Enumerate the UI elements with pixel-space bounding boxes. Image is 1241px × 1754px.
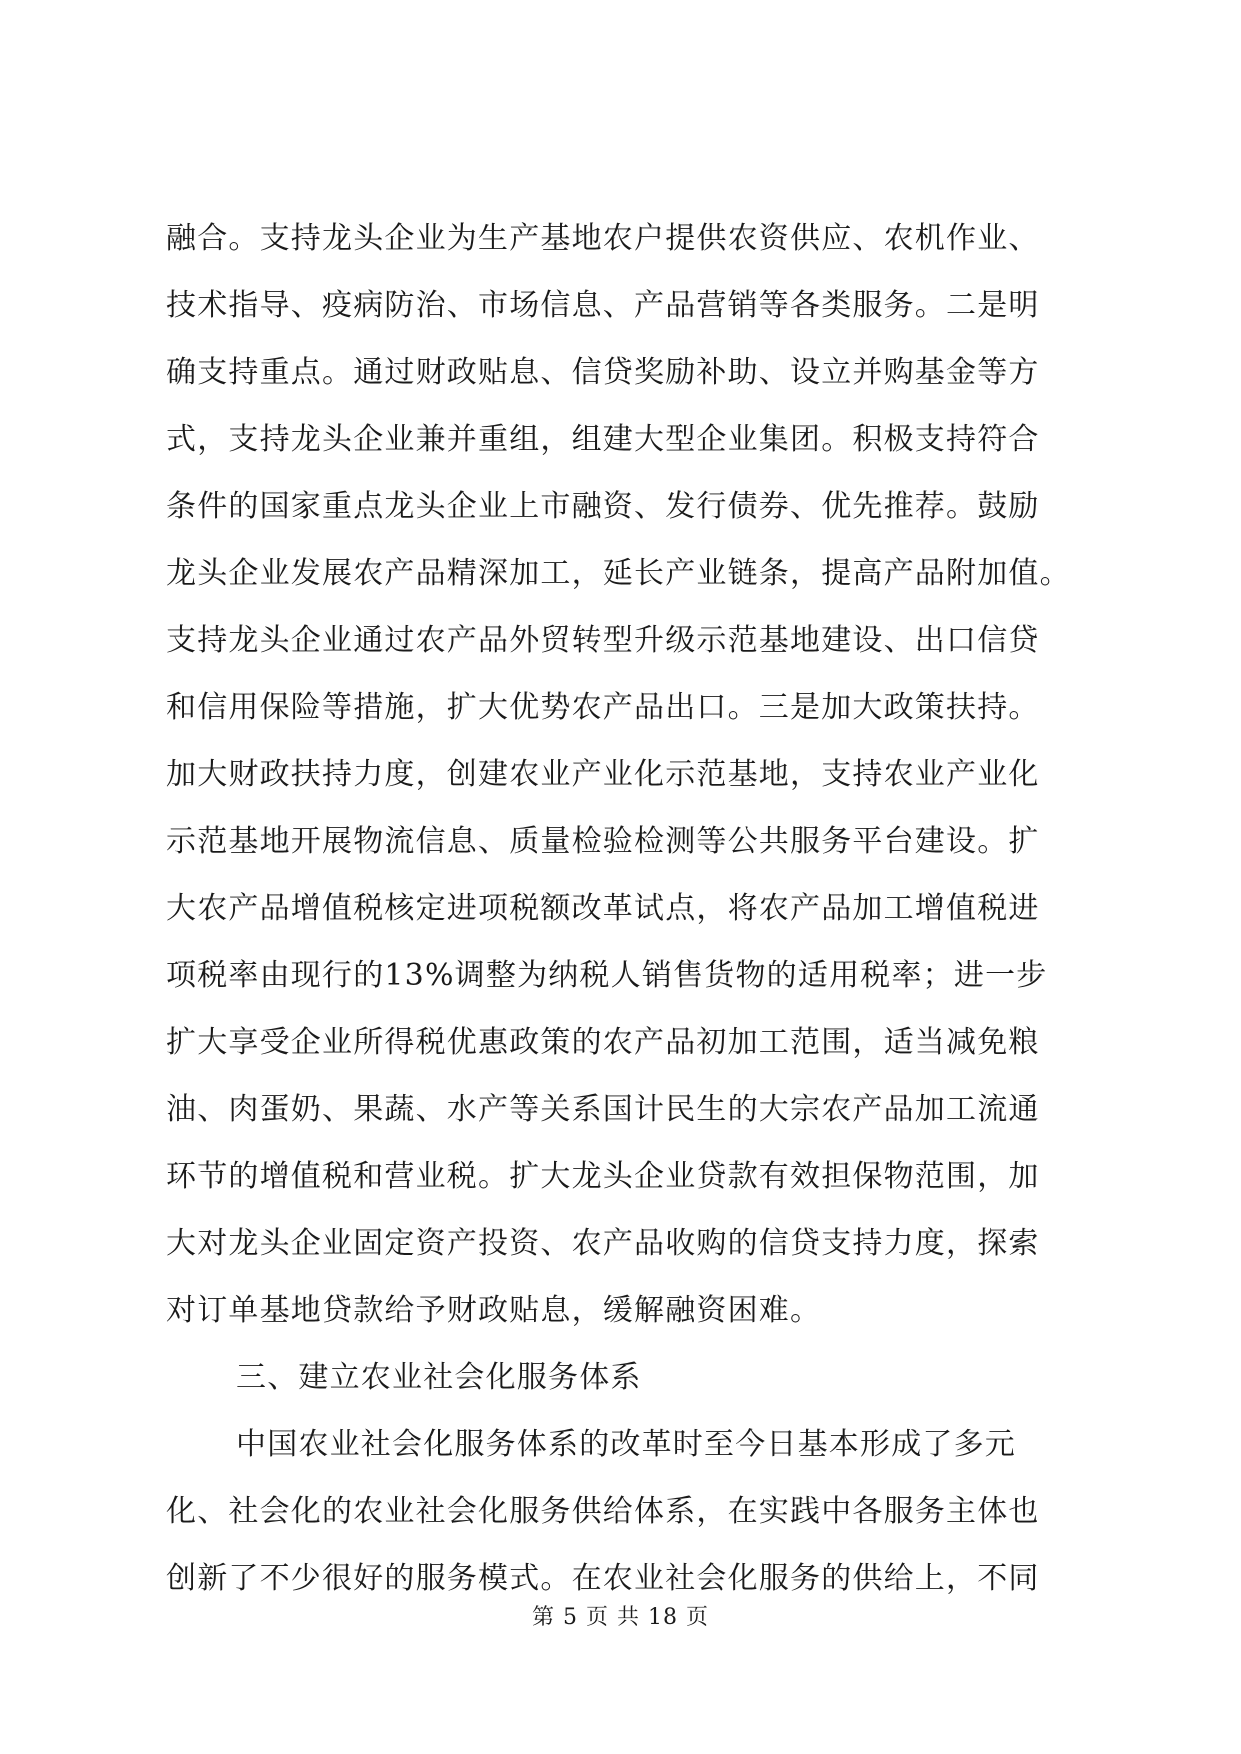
text-line: 扩大享受企业所得税优惠政策的农产品初加工范围，适当减免粮 [166,1025,1040,1060]
body-text [166,205,1086,1612]
section-heading: 三、建立农业社会化服务体系 [236,1360,642,1395]
text-line: 式，支持龙头企业兼并重组，组建大型企业集团。积极支持符合 [166,422,1040,457]
text-line: 龙头企业发展农产品精深加工，延长产业链条，提高产品附加值。 [166,556,1071,591]
text-line: 条件的国家重点龙头企业上市融资、发行债券、优先推荐。鼓励 [166,489,1040,524]
text-line: 技术指导、疫病防治、市场信息、产品营销等各类服务。二是明 [166,288,1040,323]
text-line: 项税率由现行的13%调整为纳税人销售货物的适用税率；进一步 [166,958,1048,993]
text-line: 加大财政扶持力度，创建农业产业化示范基地，支持农业产业化 [166,757,1040,792]
text-line: 大对龙头企业固定资产投资、农产品收购的信贷支持力度，探索 [166,1226,1040,1261]
text-line: 对订单基地贷款给予财政贴息，缓解融资困难。 [166,1293,822,1328]
text-line: 油、肉蛋奶、果蔬、水产等关系国计民生的大宗农产品加工流通 [166,1092,1040,1127]
text-line: 创新了不少很好的服务模式。在农业社会化服务的供给上，不同 [166,1561,1040,1596]
text-line: 确支持重点。通过财政贴息、信贷奖励补助、设立并购基金等方 [166,355,1040,390]
text-line: 支持龙头企业通过农产品外贸转型升级示范基地建设、出口信贷 [166,623,1040,658]
text-line: 环节的增值税和营业税。扩大龙头企业贷款有效担保物范围，加 [166,1159,1040,1194]
text-line: 示范基地开展物流信息、质量检验检测等公共服务平台建设。扩 [166,824,1040,859]
paragraph-start-line: 中国农业社会化服务体系的改革时至今日基本形成了多元 [236,1427,1016,1462]
text-line: 融合。支持龙头企业为生产基地农户提供农资供应、农机作业、 [166,221,1040,256]
page-number-footer: 第 5 页 共 18 页 [532,1605,709,1630]
text-line: 化、社会化的农业社会化服务供给体系，在实践中各服务主体也 [166,1494,1040,1529]
text-line: 大农产品增值税核定进项税额改革试点，将农产品加工增值税进 [166,891,1040,926]
text-line: 和信用保险等措施，扩大优势农产品出口。三是加大政策扶持。 [166,690,1040,725]
